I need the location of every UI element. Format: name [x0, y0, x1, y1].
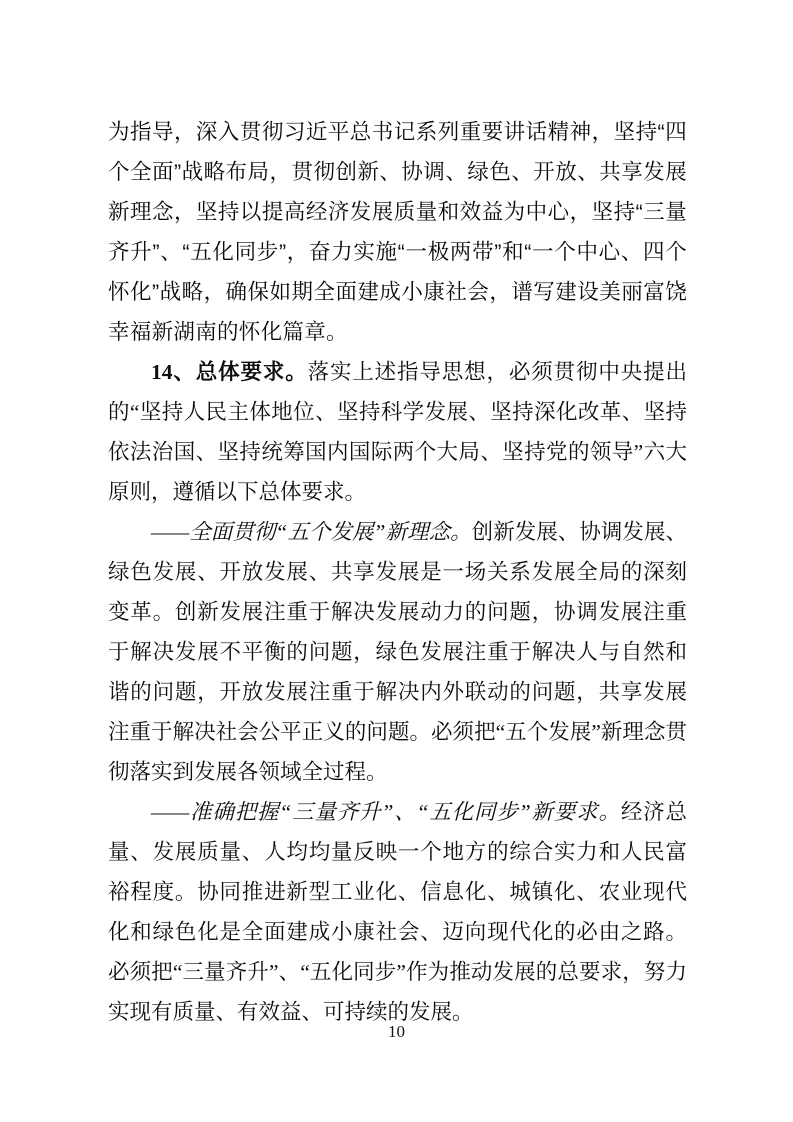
paragraph-overall-requirements-lead: 14、总体要求。 [151, 360, 308, 384]
paragraph-five-development-lead: ——全面贯彻“五个发展”新理念。 [151, 520, 472, 544]
paragraph-guiding-ideology: 为指导，深入贯彻习近平总书记系列重要讲话精神，坚持“四个全面”战略布局，贯彻创新、协调、绿色、开放、共享发展新理念，坚持以提高经济发展质量和效益为中心，坚持“三量齐升”、“五化同步”，奋力实施“一极两带”和“一个中心、四个怀化”战略，确保如期全面建成小康社会，谱写建设美丽富饶幸福新湖南的怀化篇章。 [108, 120, 687, 344]
page-footer [0, 1022, 793, 1042]
page-number: 10 [388, 1022, 405, 1041]
paragraph-three-rises-text: 经济总量、发展质量、人均均量反映一个地方的综合实力和人民富裕程度。协同推进新型工业化、信息化、城镇化、农业现代化和绿色化是全面建成小康社会、迈向现代化的必由之路。必须把“三量齐升”、“五化同步”作为推动发展的总要求，努力实现有质量、有效益、可持续的发展。 [108, 800, 687, 1024]
paragraph-five-development-concepts [108, 512, 687, 792]
document-body [108, 112, 687, 1032]
paragraph-overall-requirements-text: 落实上述指导思想，必须贯彻中央提出的“坚持人民主体地位、坚持科学发展、坚持深化改革、坚持依法治国、坚持统筹国内国际两个大局、坚持党的领导”六大原则，遵循以下总体要求。 [108, 360, 687, 504]
paragraph-overall-requirements [108, 352, 687, 512]
paragraph-three-rises-lead: ——准确把握“三量齐升”、“五化同步”新要求。 [151, 800, 621, 824]
paragraph-five-development-text: 创新发展、协调发展、绿色发展、开放发展、共享发展是一场关系发展全局的深刻变革。创新发展注重于解决发展动力的问题，协调发展注重于解决发展不平衡的问题，绿色发展注重于解决人与自然和谐的问题，开放发展注重于解决内外联动的问题，共享发展注重于解决社会公平正义的问题。必须把“五个发展”新理念贯彻落实到发展各领域全过程。 [108, 520, 687, 784]
paragraph-three-rises-five-sync [108, 792, 687, 1032]
